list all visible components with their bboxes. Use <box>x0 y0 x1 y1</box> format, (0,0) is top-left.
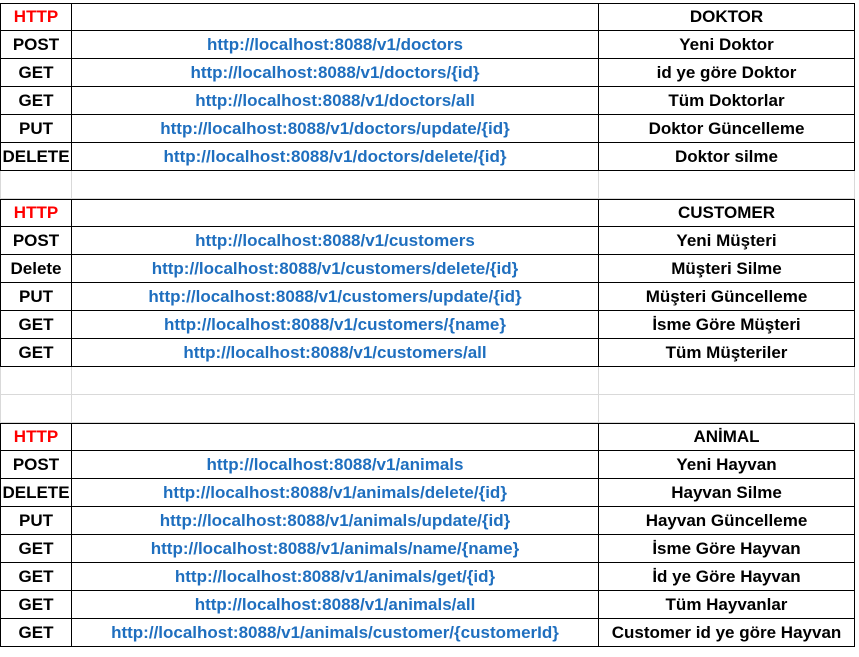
table-row <box>0 87 859 115</box>
description-cell[interactable]: Hayvan Güncelleme <box>599 507 855 535</box>
url-cell[interactable]: http://localhost:8088/v1/animals/delete/{id} <box>72 479 599 507</box>
method-cell[interactable]: Delete <box>0 255 72 283</box>
description-cell[interactable]: Yeni Müşteri <box>599 227 855 255</box>
description-cell[interactable]: İsme Göre Müşteri <box>599 311 855 339</box>
description-cell[interactable]: İd ye Göre Hayvan <box>599 563 855 591</box>
section-header-row <box>0 199 859 227</box>
table-row <box>0 115 859 143</box>
empty-cell[interactable] <box>72 395 599 423</box>
table-row <box>0 31 859 59</box>
url-cell[interactable]: http://localhost:8088/v1/customers/delete/{id} <box>72 255 599 283</box>
table-row <box>0 283 859 311</box>
empty-cell[interactable] <box>599 367 855 395</box>
url-cell[interactable]: http://localhost:8088/v1/animals/all <box>72 591 599 619</box>
description-cell[interactable]: Doktor silme <box>599 143 855 171</box>
table-row <box>0 59 859 87</box>
description-cell[interactable]: Tüm Müşteriler <box>599 339 855 367</box>
method-cell[interactable]: GET <box>0 339 72 367</box>
description-cell[interactable]: Yeni Doktor <box>599 31 855 59</box>
empty-cell[interactable] <box>599 395 855 423</box>
description-cell[interactable]: Tüm Hayvanlar <box>599 591 855 619</box>
method-cell[interactable]: GET <box>0 591 72 619</box>
empty-cell[interactable] <box>72 171 599 199</box>
empty-cell[interactable] <box>72 3 599 31</box>
empty-cell[interactable] <box>0 171 72 199</box>
method-cell[interactable]: DELETE <box>0 479 72 507</box>
method-cell[interactable]: PUT <box>0 283 72 311</box>
url-cell[interactable]: http://localhost:8088/v1/animals <box>72 451 599 479</box>
method-cell[interactable]: GET <box>0 311 72 339</box>
url-cell[interactable]: http://localhost:8088/v1/doctors/delete/{id} <box>72 143 599 171</box>
url-cell[interactable]: http://localhost:8088/v1/customers/update/{id} <box>72 283 599 311</box>
empty-cell[interactable] <box>72 423 599 451</box>
description-cell[interactable]: Müşteri Silme <box>599 255 855 283</box>
method-cell[interactable]: PUT <box>0 115 72 143</box>
section-title-cell[interactable]: DOKTOR <box>599 3 855 31</box>
method-cell[interactable]: GET <box>0 87 72 115</box>
section-title-cell[interactable]: ANİMAL <box>599 423 855 451</box>
table-row <box>0 563 859 591</box>
table-row <box>0 227 859 255</box>
url-cell[interactable]: http://localhost:8088/v1/customers <box>72 227 599 255</box>
empty-row <box>0 395 859 423</box>
table-row <box>0 591 859 619</box>
method-cell[interactable]: GET <box>0 535 72 563</box>
url-cell[interactable]: http://localhost:8088/v1/customers/all <box>72 339 599 367</box>
description-cell[interactable]: Customer id ye göre Hayvan <box>599 619 855 647</box>
description-cell[interactable]: id ye göre Doktor <box>599 59 855 87</box>
table-row <box>0 507 859 535</box>
url-cell[interactable]: http://localhost:8088/v1/customers/{name} <box>72 311 599 339</box>
url-cell[interactable]: http://localhost:8088/v1/animals/customer/{customerId} <box>72 619 599 647</box>
http-header-cell[interactable]: HTTP <box>0 199 72 227</box>
description-cell[interactable]: Tüm Doktorlar <box>599 87 855 115</box>
method-cell[interactable]: POST <box>0 31 72 59</box>
empty-cell[interactable] <box>0 395 72 423</box>
description-cell[interactable]: Müşteri Güncelleme <box>599 283 855 311</box>
empty-row <box>0 367 859 395</box>
http-header-cell[interactable]: HTTP <box>0 3 72 31</box>
description-cell[interactable]: Yeni Hayvan <box>599 451 855 479</box>
table-row <box>0 339 859 367</box>
table-row <box>0 255 859 283</box>
method-cell[interactable]: GET <box>0 59 72 87</box>
table-row <box>0 535 859 563</box>
section-title-cell[interactable]: CUSTOMER <box>599 199 855 227</box>
method-cell[interactable]: POST <box>0 451 72 479</box>
section-header-row <box>0 3 859 31</box>
method-cell[interactable]: POST <box>0 227 72 255</box>
empty-cell[interactable] <box>72 367 599 395</box>
empty-cell[interactable] <box>599 171 855 199</box>
method-cell[interactable]: DELETE <box>0 143 72 171</box>
url-cell[interactable]: http://localhost:8088/v1/doctors <box>72 31 599 59</box>
table-row <box>0 451 859 479</box>
url-cell[interactable]: http://localhost:8088/v1/doctors/all <box>72 87 599 115</box>
method-cell[interactable]: GET <box>0 563 72 591</box>
http-header-cell[interactable]: HTTP <box>0 423 72 451</box>
url-cell[interactable]: http://localhost:8088/v1/animals/get/{id} <box>72 563 599 591</box>
table-row <box>0 479 859 507</box>
method-cell[interactable]: PUT <box>0 507 72 535</box>
empty-row <box>0 171 859 199</box>
url-cell[interactable]: http://localhost:8088/v1/animals/update/{id} <box>72 507 599 535</box>
section-header-row <box>0 423 859 451</box>
method-cell[interactable]: GET <box>0 619 72 647</box>
table-row <box>0 619 859 647</box>
empty-cell[interactable] <box>0 367 72 395</box>
url-cell[interactable]: http://localhost:8088/v1/doctors/{id} <box>72 59 599 87</box>
url-cell[interactable]: http://localhost:8088/v1/animals/name/{name} <box>72 535 599 563</box>
description-cell[interactable]: Doktor Güncelleme <box>599 115 855 143</box>
empty-cell[interactable] <box>72 199 599 227</box>
table-row <box>0 143 859 171</box>
url-cell[interactable]: http://localhost:8088/v1/doctors/update/{id} <box>72 115 599 143</box>
table-row <box>0 311 859 339</box>
description-cell[interactable]: İsme Göre Hayvan <box>599 535 855 563</box>
description-cell[interactable]: Hayvan Silme <box>599 479 855 507</box>
